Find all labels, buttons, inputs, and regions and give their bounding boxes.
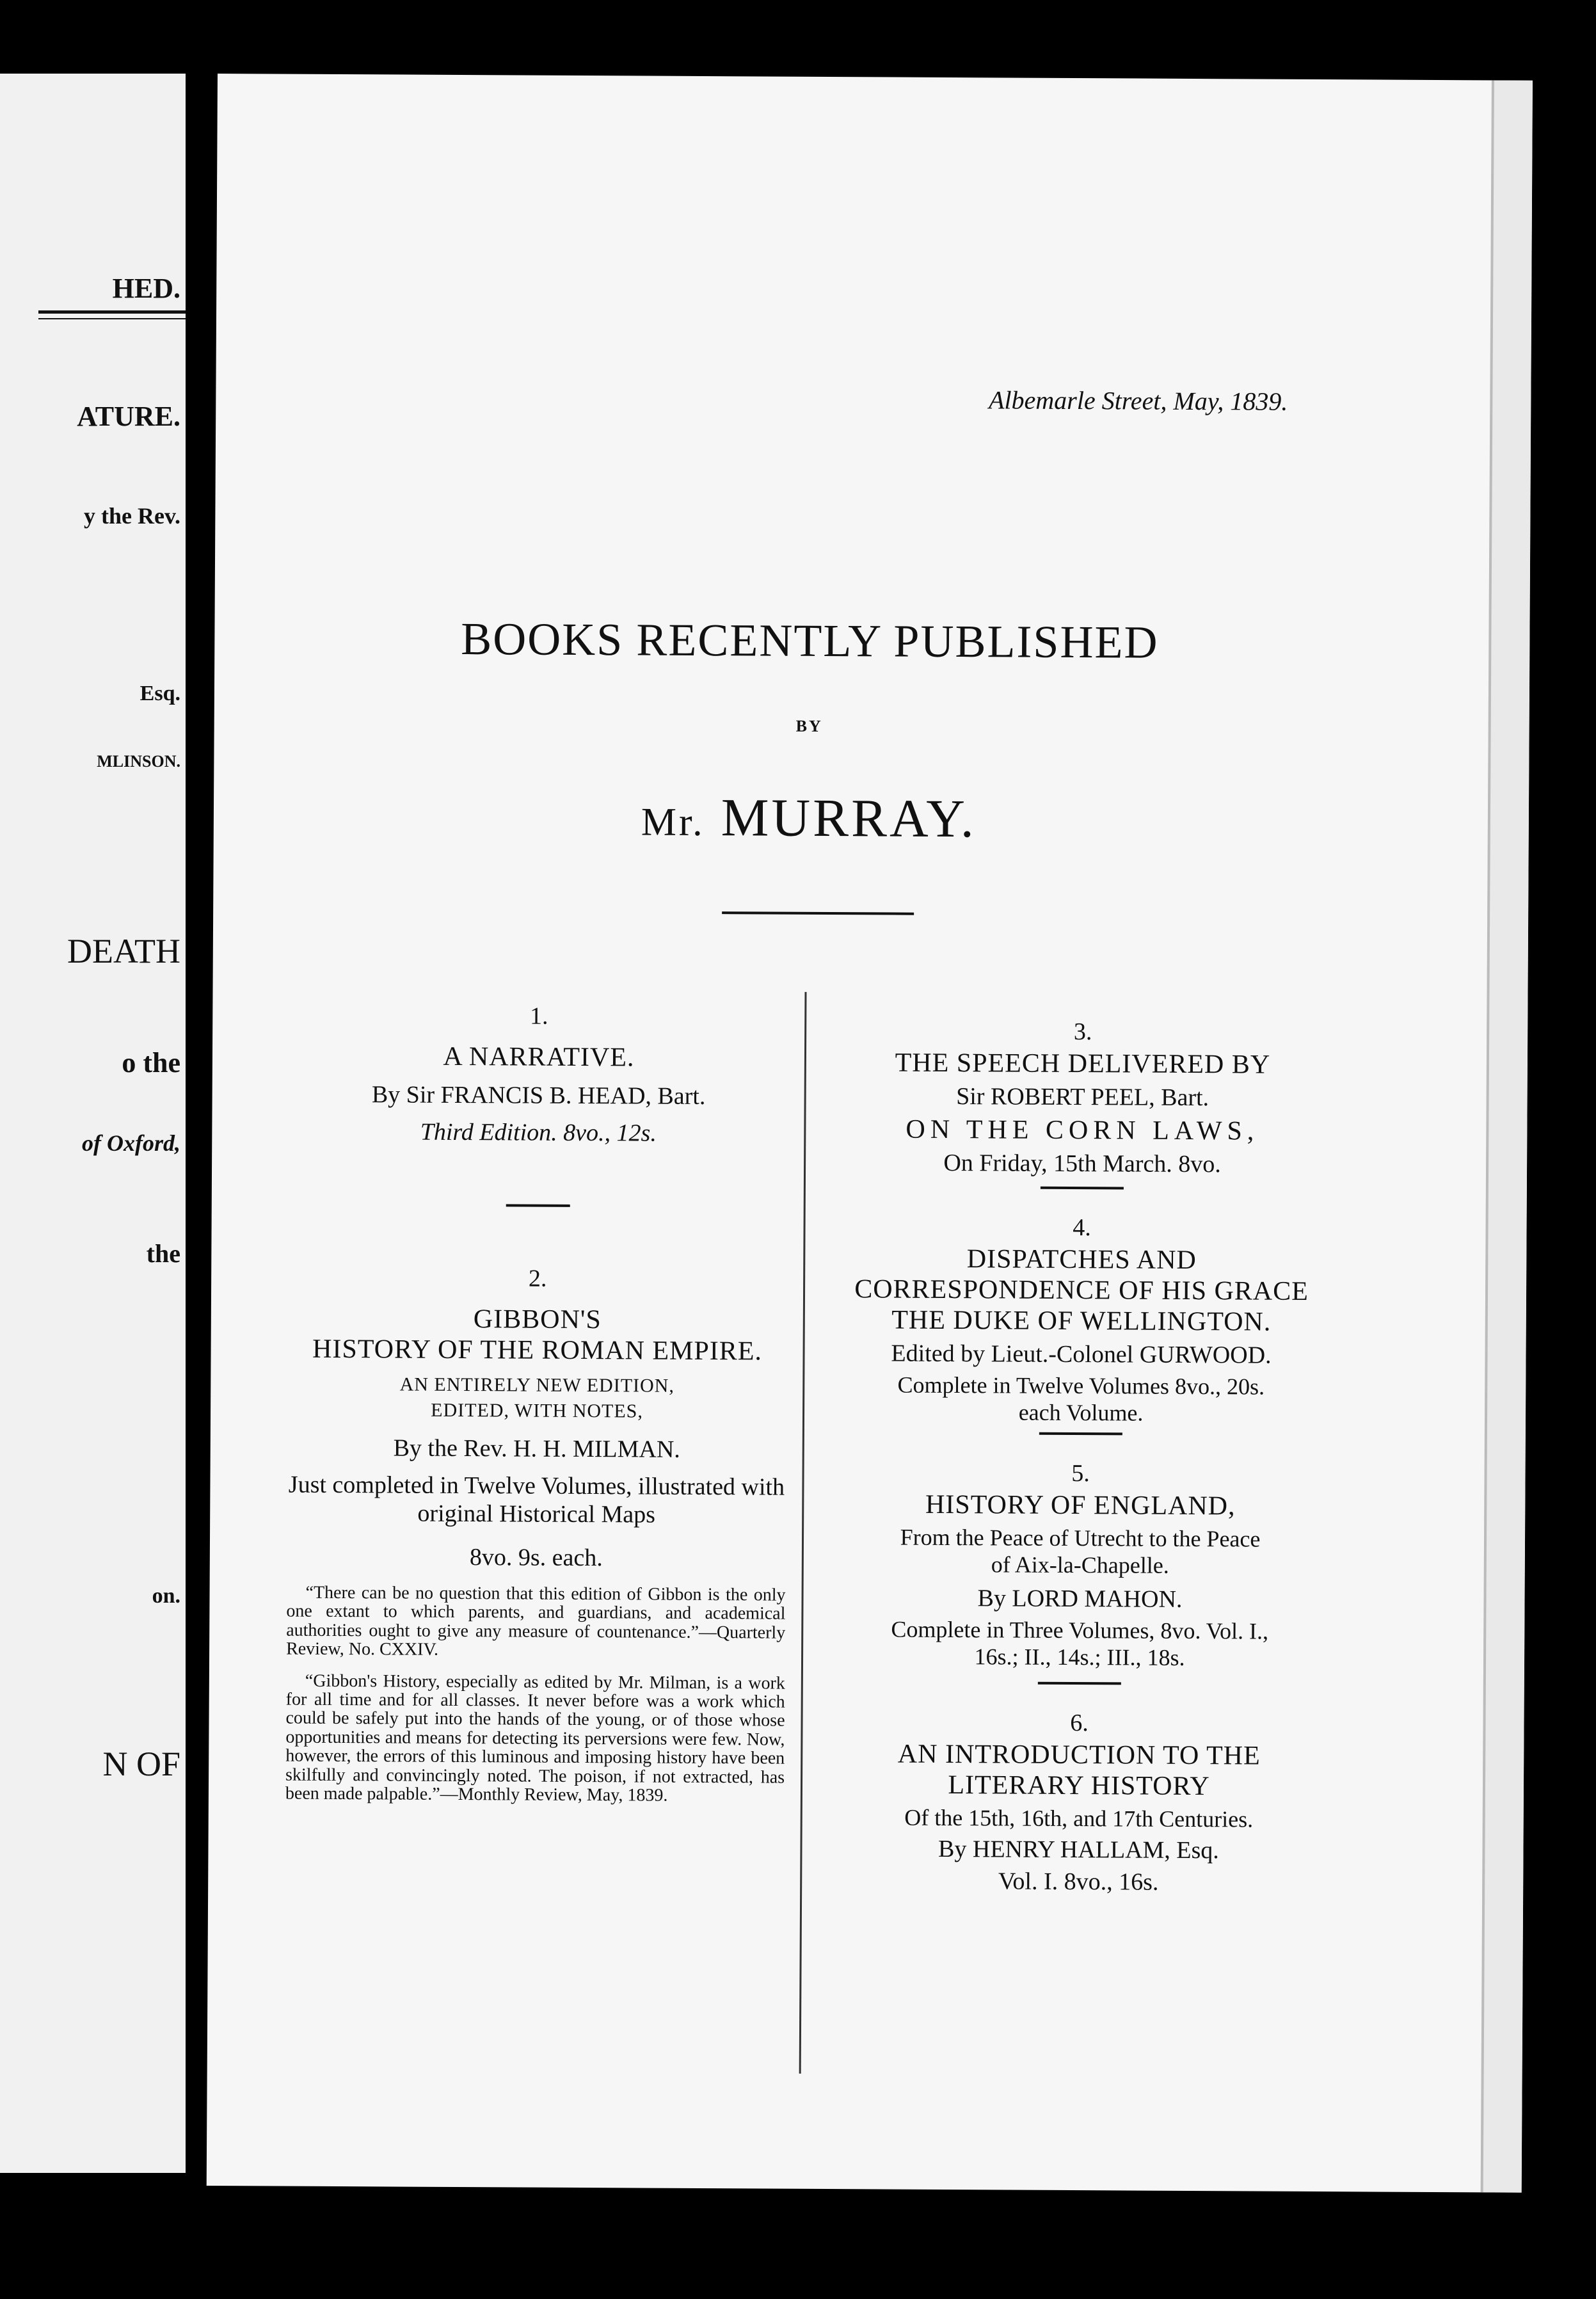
item-subtitle-b: EDITED, WITH NOTES,	[431, 1399, 644, 1422]
left-rule-1	[38, 310, 186, 314]
left-page-fragment	[0, 74, 186, 2173]
left-fragment-5: MLINSON.	[97, 752, 180, 771]
item-subtitle: From the Peace of Utrecht to the Peace	[900, 1524, 1261, 1552]
catalogue-page	[207, 74, 1533, 2193]
item-subtitle-a: AN ENTIRELY NEW EDITION,	[399, 1374, 674, 1397]
item-6	[822, 1708, 1336, 1897]
item-5	[824, 1458, 1337, 1672]
item-description-2: 16s.; II., 14s.; III., 18s.	[974, 1644, 1185, 1670]
item-divider	[1039, 1432, 1122, 1436]
item-divider	[1041, 1187, 1124, 1190]
left-fragment-7: o the	[122, 1047, 180, 1078]
item-title-c: THE DUKE OF WELLINGTON.	[891, 1305, 1272, 1337]
item-price: 8vo. 9s. each.	[469, 1544, 603, 1572]
item-number: 1.	[529, 1002, 548, 1030]
item-subtitle-2: of Aix-la-Chapelle.	[991, 1551, 1169, 1578]
by-label: BY	[795, 716, 823, 735]
publisher-prefix: Mr.	[641, 800, 705, 845]
item-title-a: GIBBON'S	[473, 1304, 602, 1335]
item-title: THE SPEECH DELIVERED BY	[895, 1048, 1271, 1080]
title-rule	[722, 911, 914, 915]
left-fragment-3: y the Rev.	[84, 503, 180, 529]
item-number: 6.	[1070, 1710, 1089, 1737]
left-fragment-11: N OF	[102, 1745, 180, 1783]
item-author: By HENRY HALLAM, Esq.	[938, 1835, 1219, 1864]
item-title-a: DISPATCHES AND	[966, 1244, 1197, 1276]
item-number: 3.	[1073, 1018, 1092, 1046]
item-number: 2.	[528, 1265, 547, 1292]
item-title-b: LITERARY HISTORY	[948, 1770, 1210, 1802]
item-1	[289, 1001, 788, 1148]
publisher	[214, 784, 1404, 853]
item-edition: Third Edition. 8vo., 12s.	[420, 1118, 657, 1147]
page-title: BOOKS RECENTLY PUBLISHED	[461, 613, 1159, 668]
item-title-b: CORRESPONDENCE OF HIS GRACE	[854, 1274, 1309, 1306]
left-fragment-4: Esq.	[140, 682, 180, 705]
column-divider	[799, 992, 807, 2074]
item-number: 5.	[1071, 1460, 1090, 1487]
item-subtitle: Of the 15th, 16th, and 17th Centuries.	[904, 1804, 1254, 1832]
left-fragment-6: DEATH	[67, 932, 180, 970]
item-4	[825, 1212, 1338, 1427]
item-editor: By the Rev. H. H. MILMAN.	[393, 1434, 680, 1463]
left-rule-2	[38, 318, 186, 319]
left-fragment-1: HED.	[112, 273, 180, 304]
item-date: On Friday, 15th March. 8vo.	[943, 1149, 1221, 1178]
publisher-name: MURRAY.	[721, 788, 977, 849]
left-column	[285, 977, 789, 1806]
left-fragment-9: the	[146, 1239, 180, 1268]
item-title-a: AN INTRODUCTION TO THE	[897, 1739, 1261, 1771]
item-title: HISTORY OF ENGLAND,	[925, 1489, 1236, 1521]
left-fragment-10: on.	[152, 1584, 180, 1608]
item-3	[826, 1016, 1339, 1179]
item-author: By Sir FRANCIS B. HEAD, Bart.	[371, 1081, 706, 1110]
dateline: Albemarle Street, May, 1839.	[988, 385, 1288, 416]
left-fragment-2: ATURE.	[77, 401, 180, 432]
item-editor: Edited by Lieut.-Colonel GURWOOD.	[891, 1340, 1272, 1369]
item-price: Vol. I. 8vo., 16s.	[998, 1868, 1159, 1896]
item-2	[285, 1263, 787, 1806]
item-divider	[506, 1204, 570, 1207]
item-title: A NARRATIVE.	[443, 1041, 635, 1073]
page-edge	[1481, 80, 1533, 2192]
item-author: Sir ROBERT PEEL, Bart.	[956, 1083, 1209, 1112]
review-quote-1: “There can be no question that this edition of Gibbon is the only one extant to which parents, and guardians, and academical authorities ought to give any measure of countenance.”—Quarterly Review, No. CXXIV.	[286, 1582, 786, 1660]
item-divider	[1038, 1682, 1121, 1685]
item-subject: ON THE CORN LAWS,	[906, 1114, 1259, 1146]
item-description: Just completed in Twelve Volumes, illustrated with original Historical Maps	[288, 1471, 785, 1528]
item-title-b: HISTORY OF THE ROMAN EMPIRE.	[312, 1334, 763, 1366]
item-author: By LORD MAHON.	[977, 1585, 1183, 1613]
item-description: Complete in Twelve Volumes 8vo., 20s.	[897, 1372, 1265, 1400]
item-description: Complete in Three Volumes, 8vo. Vol. I.,	[891, 1616, 1269, 1644]
review-quote-2: “Gibbon's History, especially as edited by Mr. Milman, is a work for all time and for all classes. It never before was a work which could be safely put into the hands of the young, or of those whose opportunities and means for detecting its perversions were few. Now, however, the errors of this luminous and imposing history have been skilfully and convincingly noted. The poison, if not extracted, has been made palpable.”—Monthly Review, May, 1839.	[285, 1670, 785, 1806]
item-number: 4.	[1073, 1214, 1091, 1242]
left-fragment-8: of Oxford,	[82, 1130, 180, 1156]
item-description-2: each Volume.	[1018, 1399, 1144, 1426]
right-column	[822, 992, 1339, 1897]
